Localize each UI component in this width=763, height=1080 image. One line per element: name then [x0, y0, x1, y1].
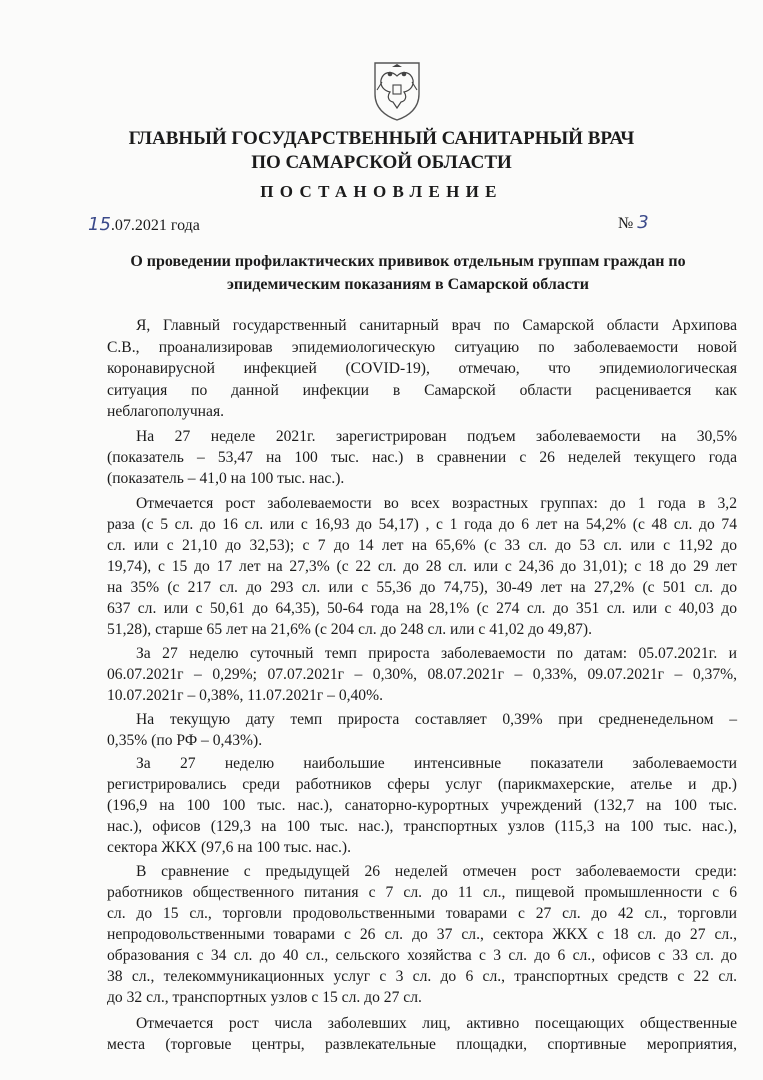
resolution-title-line2: эпидемическим показаниям в Самарской области — [226, 276, 589, 293]
body-line: 19,74), с 15 до 17 лет на 27,3% (с 22 сл. до 28 сл. или с 24,36 до 31,01); с 18 до 29 лет — [107, 558, 737, 575]
body-line: работников общественного питания с 7 сл. до 11 сл., пищевой промышленности с 6 — [107, 884, 737, 901]
body-line: (показатель – 53,47 на 100 тыс. нас.) в сравнении с 26 неделей текущего года — [107, 449, 737, 466]
document-date — [88, 214, 200, 235]
body-line: 51,28), старше 65 лет на 21,6% (с 204 сл. до 248 сл. или с 41,02 до 49,87). — [107, 621, 592, 638]
body-line: За 27 неделю суточный темп прироста заболеваемости по датам: 05.07.2021г. и — [136, 645, 737, 662]
body-line: 0,35% (по РФ – 0,43%). — [107, 732, 263, 749]
body-line: ситуация по данной инфекции в Самарской области расценивается как — [107, 382, 737, 399]
date-printed: .07.2021 года — [110, 217, 200, 234]
authority-title-line1: ГЛАВНЫЙ ГОСУДАРСТВЕННЫЙ САНИТАРНЫЙ ВРАЧ — [128, 128, 635, 149]
body-line: (показатель – 41,0 на 100 тыс. нас.). — [107, 470, 345, 487]
body-line: образования с 34 сл. до 40 сл., сельского хозяйства с 3 сл. до 6 сл., офисов с 33 сл. до — [107, 947, 737, 964]
body-line: 06.07.2021г – 0,29%; 07.07.2021г – 0,30%, 08.07.2021г – 0,33%, 09.07.2021г – 0,37%, — [107, 666, 737, 683]
handwritten-day: 15 — [88, 214, 111, 235]
body-line: сектора ЖКХ (97,6 на 100 тыс. нас.). — [107, 839, 351, 856]
body-line: Отмечается рост числа заболевших лиц, активно посещающих общественные — [136, 1015, 737, 1032]
body-line: коронавирусной инфекцией (COVID-19), отмечаю, что эпидемиологическая — [107, 360, 737, 377]
body-line: сл. до 15 сл., торговли продовольственными товарами с 27 сл. до 42 сл., торговли — [107, 905, 737, 922]
body-line: На 27 неделе 2021г. зарегистрирован подъем заболеваемости на 30,5% — [136, 428, 737, 445]
document-type: ПОСТАНОВЛЕНИЕ — [260, 182, 503, 201]
resolution-title-line1: О проведении профилактических прививок отдельным группам граждан по — [130, 253, 686, 270]
body-line: С.В., проанализировав эпидемиологическую ситуацию по заболеваемости новой — [107, 339, 737, 356]
handwritten-number: 3 — [637, 212, 649, 233]
body-line: За 27 неделю наибольшие интенсивные показатели заболеваемости — [136, 755, 737, 772]
body-line: Я, Главный государственный санитарный врач по Самарской области Архипова — [136, 317, 737, 334]
body-line: 637 сл. или с 50,61 до 64,35), 50-64 года на 28,1% (с 274 сл. до 351 сл. или с 40,03 до — [107, 600, 737, 617]
body-line: сл. или с 21,10 до 32,53); с 7 до 14 лет на 65,6% (с 33 сл. до 53 сл. или с 11,92 до — [107, 537, 737, 554]
body-line: 38 сл., телекоммуникационных услуг с 3 сл. до 6 сл., транспортных средств с 22 сл. — [107, 968, 737, 985]
body-line: На текущую дату темп прироста составляет 0,39% при средненедельном – — [136, 711, 737, 728]
body-line: на 35% (с 217 сл. до 293 сл. или с 55,36 до 74,75), 30-49 лет на 27,2% (с 501 сл. до — [107, 579, 737, 596]
coat-of-arms-icon — [371, 60, 423, 122]
document-number — [618, 212, 649, 233]
body-line: 10.07.2021г – 0,38%, 11.07.2021г – 0,40%. — [107, 687, 383, 704]
body-line: места (торговые центры, развлекательные площадки, спортивные мероприятия, — [107, 1036, 737, 1053]
body-line: неблагополучная. — [107, 403, 225, 420]
body-line: В сравнение с предыдущей 26 неделей отмечен рост заболеваемости среди: — [136, 863, 737, 880]
body-line: регистрировались среди работников сферы услуг (парикмахерские, ателье и др.) — [107, 776, 737, 793]
number-label: № — [618, 215, 634, 232]
body-line: нас.), офисов (129,3 на 100 тыс. нас.), транспортных узлов (115,3 на 100 тыс. нас.), — [107, 818, 737, 835]
body-line: до 32 сл., транспортных узлов с 15 сл. до 27 сл. — [107, 989, 422, 1006]
authority-title-line2: ПО САМАРСКОЙ ОБЛАСТИ — [251, 152, 512, 173]
body-line: раза (с 5 сл. до 16 сл. или с 16,93 до 54,17) , с 1 года до 6 лет на 54,2% (с 48 сл. до 74 — [107, 516, 737, 533]
body-line: непродовольственными товарами с 26 сл. до 37 сл., сектора ЖКХ с 18 сл. до 27 сл., — [107, 926, 737, 943]
body-line: Отмечается рост заболеваемости во всех возрастных группах: до 1 года в 3,2 — [136, 495, 737, 512]
body-line: (196,9 на 100 100 тыс. нас.), санаторно-курортных учреждений (132,7 на 100 тыс. — [107, 797, 737, 814]
